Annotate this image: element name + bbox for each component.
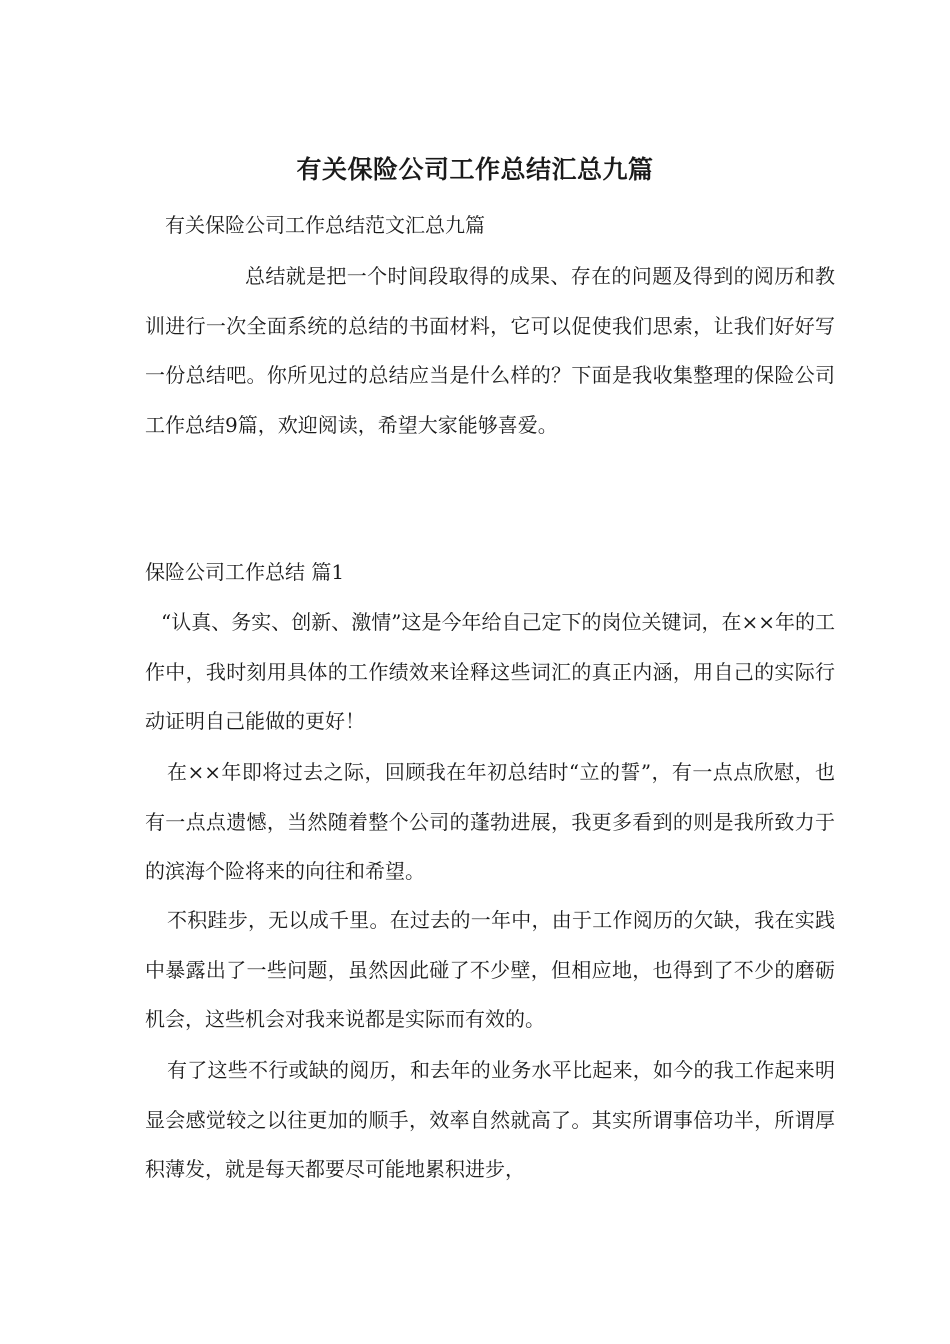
body-paragraph-1: “认真、务实、创新、激情”这是今年给自己定下的岗位关键词，在××年的工作中，我时刻用具体的工作绩效来诠释这些词汇的真正内涵，用自己的实际行动证明自己能做的更好！ xyxy=(145,610,835,734)
document-title: 有关保险公司工作总结汇总九篇 xyxy=(296,155,654,184)
body-paragraph-3: 不积跬步，无以成千里。在过去的一年中，由于工作阅历的欠缺，我在实践中暴露出了一些问题，虽然因此碰了不少壁，但相应地，也得到了不少的磨砺机会，这些机会对我来说都是实际而有效的。 xyxy=(145,908,835,1032)
document-subtitle: 有关保险公司工作总结范文汇总九篇 xyxy=(165,213,485,237)
intro-paragraph: 总结就是把一个时间段取得的成果、存在的问题及得到的阅历和教训进行一次全面系统的总结的书面材料，它可以促使我们思索，让我们好好写一份总结吧。你所见过的总结应当是什么样的？下面是我收集整理的保险公司工作总结9篇，欢迎阅读，希望大家能够喜爱。 xyxy=(145,264,835,437)
section-heading: 保险公司工作总结 篇1 xyxy=(145,560,345,584)
body-paragraph-4: 有了这些不行或缺的阅历，和去年的业务水平比起来，如今的我工作起来明显会感觉较之以往更加的顺手，效率自然就高了。其实所谓事倍功半，所谓厚积薄发，就是每天都要尽可能地累积进步， xyxy=(145,1058,835,1182)
body-paragraph-2: 在××年即将过去之际，回顾我在年初总结时“立的誓”，有一点点欣慰，也有一点点遗憾，当然随着整个公司的蓬勃进展，我更多看到的则是我所致力于的滨海个险将来的向往和希望。 xyxy=(145,760,835,884)
